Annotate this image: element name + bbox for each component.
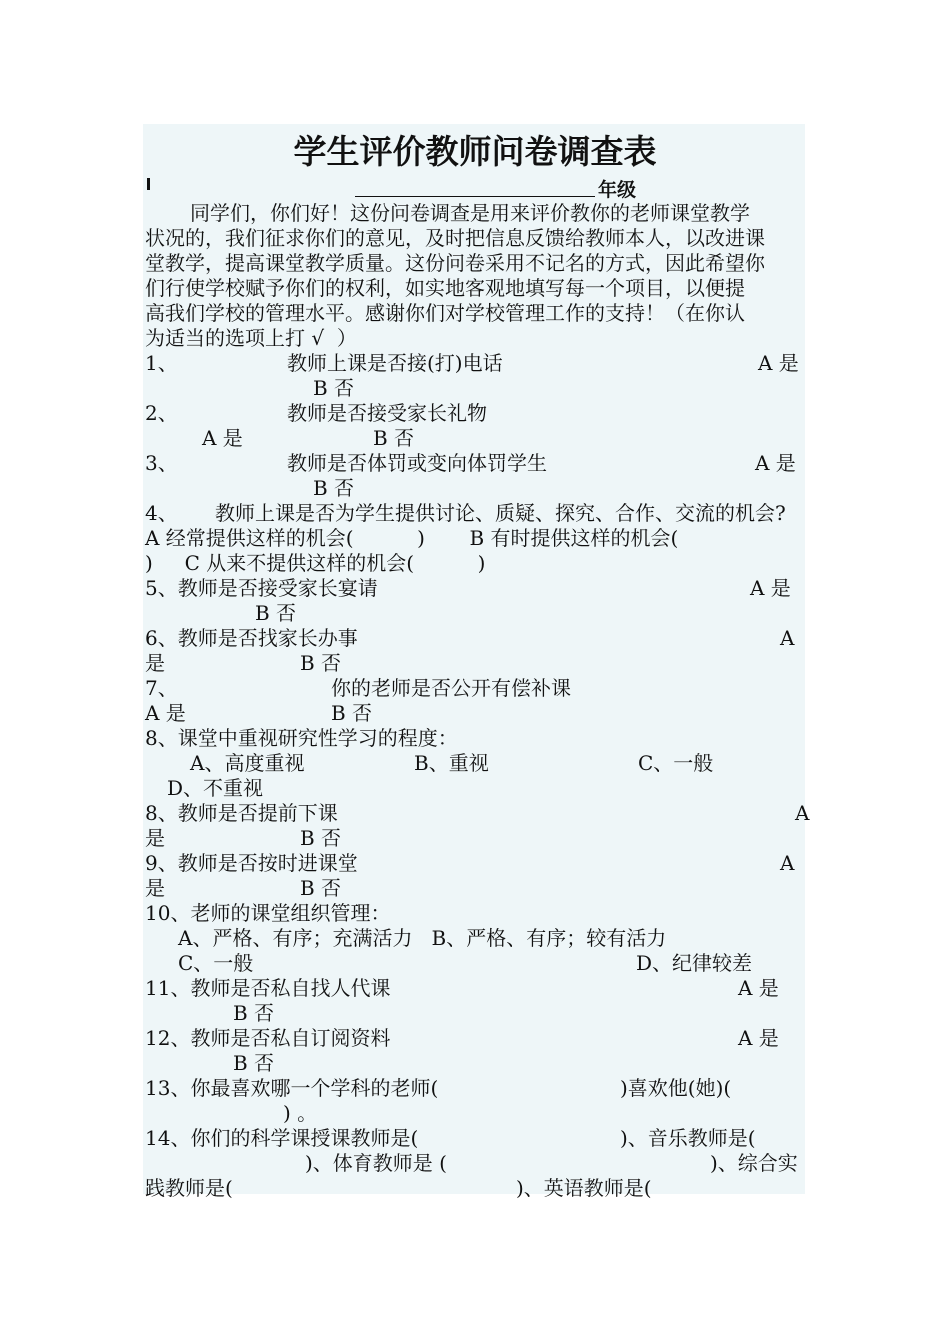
option-b: B 否 <box>300 876 342 900</box>
question-text: ) 。 <box>283 1101 318 1125</box>
question-text: 13、你最喜欢哪一个学科的老师( <box>145 1076 439 1100</box>
option-a: A 是 <box>738 976 779 1000</box>
question-text: )、音乐教师是( <box>620 1126 756 1150</box>
option-b: B、重视 <box>414 751 489 775</box>
option-a: 是 <box>145 876 165 900</box>
question-number: 7、 <box>145 676 178 700</box>
intro-line: 高我们学校的管理水平。感谢你们对学校管理工作的支持！（在你认 <box>145 301 745 325</box>
question-text: 8、教师是否提前下课 <box>145 801 338 825</box>
option-ab: A、严格、有序；充满活力 B、严格、有序；较有活力 <box>178 926 667 950</box>
question-text: 你的老师是否公开有偿补课 <box>331 676 571 700</box>
option-d: D、纪律较差 <box>636 951 753 975</box>
margin-mark <box>147 178 150 190</box>
question-text: 5、教师是否接受家长宴请 <box>145 576 378 600</box>
question-number: 3、 <box>145 451 178 475</box>
option-a: A 是 <box>758 351 799 375</box>
option-a: A 是 <box>145 701 186 725</box>
option-a: 是 <box>145 826 165 850</box>
question-text: 6、教师是否找家长办事 <box>145 626 358 650</box>
option-c: C、一般 <box>638 751 714 775</box>
option-b: B 否 <box>331 701 373 725</box>
question-text: 教师上课是否接(打)电话 <box>287 351 503 375</box>
option-b: B 否 <box>255 601 297 625</box>
question-text: 12、教师是否私自订阅资料 <box>145 1026 391 1050</box>
option-d: D、不重视 <box>167 776 264 800</box>
option-a: A <box>795 801 810 825</box>
intro-line: 们行使学校赋予你们的权利，如实地客观地填写每一个项目，以便提 <box>145 276 745 300</box>
question-number: 1、 <box>145 351 178 375</box>
option-b: B 否 <box>300 826 342 850</box>
option-a: 是 <box>145 651 165 675</box>
question-text: 教师是否体罚或变向体罚学生 <box>287 451 547 475</box>
intro-line: 状况的，我们征求你们的意见，及时把信息反馈给教师本人，以改进课 <box>145 226 765 250</box>
question-text: 11、教师是否私自找人代课 <box>145 976 391 1000</box>
option-b: B 否 <box>300 651 342 675</box>
option-a: A 是 <box>750 576 791 600</box>
intro-line: 同学们，你们好！这份问卷调查是用来评价教你的老师课堂教学 <box>190 201 750 225</box>
page-title: 学生评价教师问卷调查表 <box>293 132 657 171</box>
intro-line: 堂教学，提高课堂教学质量。这份问卷采用不记名的方式，因此希望你 <box>145 251 765 275</box>
question-text: 8、课堂中重视研究性学习的程度： <box>145 726 458 750</box>
grade-blank-line <box>355 196 595 197</box>
option-b: B 否 <box>313 376 355 400</box>
option-a: A <box>780 626 795 650</box>
grade-label: 年级 <box>598 179 637 201</box>
question-text: 9、教师是否按时进课堂 <box>145 851 358 875</box>
question-text: )、英语教师是( <box>516 1176 652 1200</box>
option-b: B 否 <box>313 476 355 500</box>
intro-line: 为适当的选项上打 √ ） <box>145 326 357 350</box>
question-options: A 经常提供这样的机会( ) B 有时提供这样的机会( <box>145 526 679 550</box>
question-text: 10、老师的课堂组织管理： <box>145 901 391 925</box>
question-number: 2、 <box>145 401 178 425</box>
option-b: B 否 <box>233 1051 275 1075</box>
question-text: )、体育教师是 ( <box>305 1151 447 1175</box>
option-b: B 否 <box>233 1001 275 1025</box>
option-b: B 否 <box>373 426 415 450</box>
question-text: 践教师是( <box>145 1176 233 1200</box>
option-c: C、一般 <box>178 951 254 975</box>
question-text: )、综合实 <box>710 1151 798 1175</box>
question-options: ) C 从来不提供这样的机会( ) <box>145 551 486 575</box>
option-a: A 是 <box>202 426 243 450</box>
question-text: 14、你们的科学课授课教师是( <box>145 1126 419 1150</box>
option-a: A <box>780 851 795 875</box>
question-text: 教师是否接受家长礼物 <box>287 401 487 425</box>
option-a: A 是 <box>755 451 796 475</box>
question-number: 4、 <box>145 501 178 525</box>
option-a: A 是 <box>738 1026 779 1050</box>
question-text: )喜欢他(她)( <box>620 1076 732 1100</box>
option-a: A、高度重视 <box>190 751 305 775</box>
question-text: 教师上课是否为学生提供讨论、质疑、探究、合作、交流的机会? <box>215 501 786 525</box>
